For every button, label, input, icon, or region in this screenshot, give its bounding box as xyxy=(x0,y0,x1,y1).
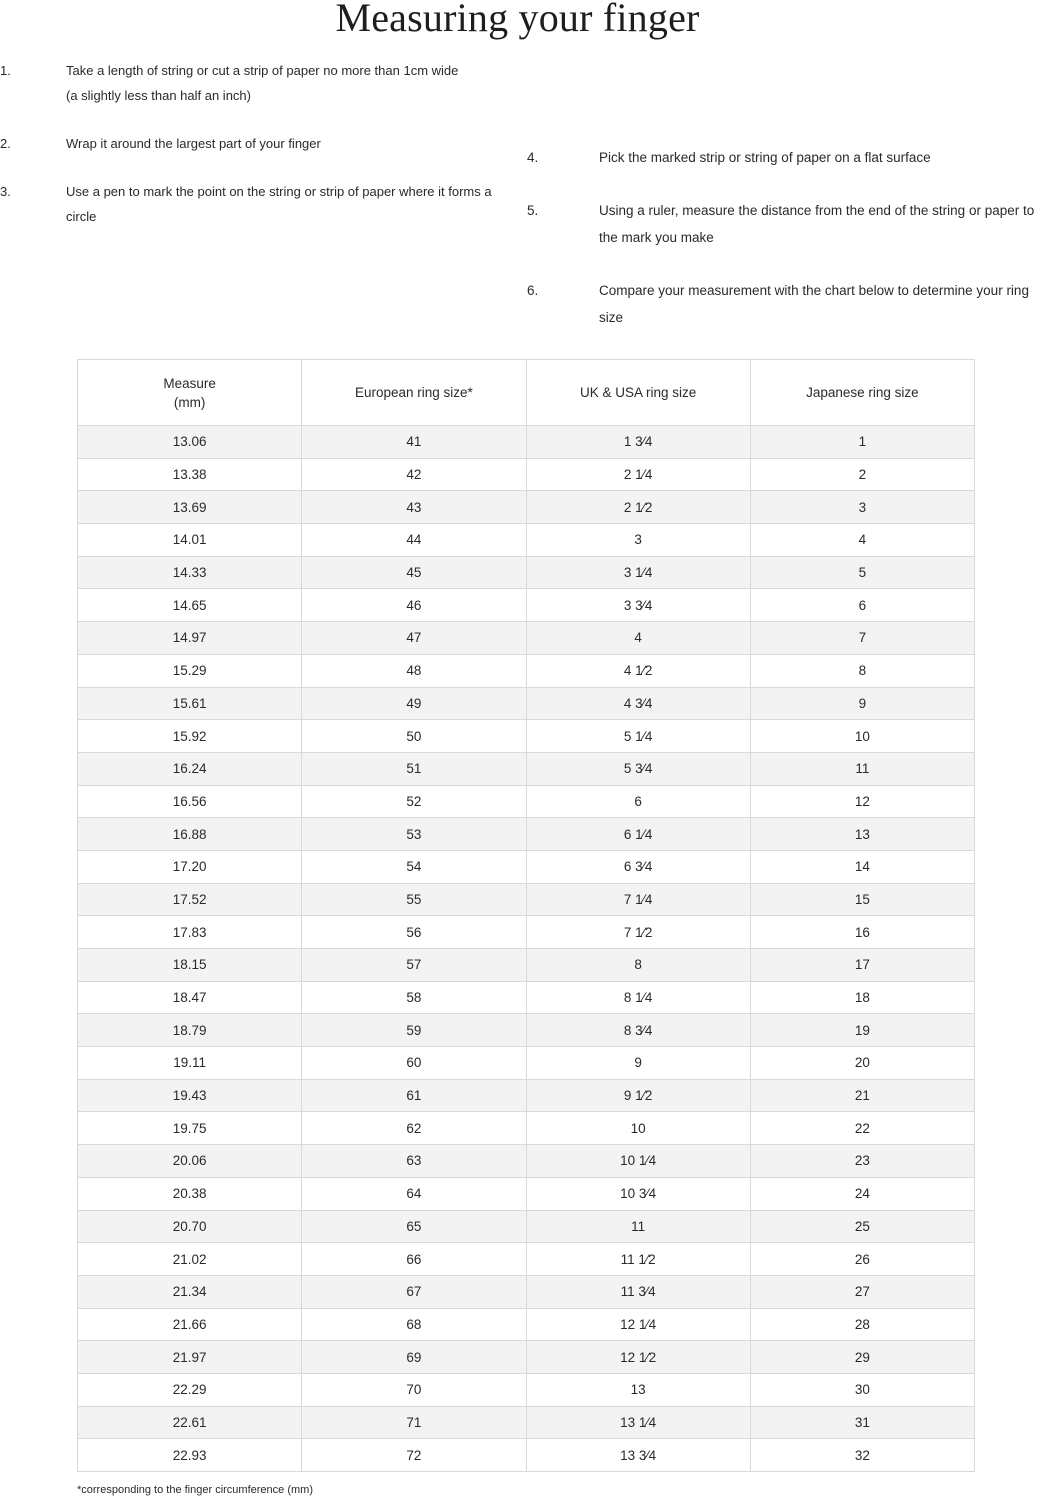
cell-japanese: 31 xyxy=(750,1406,974,1439)
table-row xyxy=(78,883,975,916)
step-text xyxy=(66,131,506,156)
cell-uk-usa: 11 1⁄2 xyxy=(526,1243,750,1276)
ring-size-table xyxy=(77,359,975,1472)
cell-japanese: 4 xyxy=(750,524,974,557)
step-text xyxy=(599,278,1059,331)
cell-measure: 18.79 xyxy=(78,1014,302,1047)
step-number: 2. xyxy=(0,136,11,151)
cell-european: 42 xyxy=(302,458,526,491)
table-row xyxy=(78,1145,975,1178)
cell-european: 66 xyxy=(302,1243,526,1276)
step-line: Compare your measurement with the chart below to determine your ring xyxy=(599,283,1029,298)
cell-european: 67 xyxy=(302,1275,526,1308)
table-row xyxy=(78,687,975,720)
table-row xyxy=(78,1210,975,1243)
cell-japanese: 25 xyxy=(750,1210,974,1243)
cell-uk-usa: 10 1⁄4 xyxy=(526,1145,750,1178)
cell-japanese: 30 xyxy=(750,1373,974,1406)
cell-measure: 19.75 xyxy=(78,1112,302,1145)
cell-uk-usa: 12 1⁄4 xyxy=(526,1308,750,1341)
table-row xyxy=(78,1308,975,1341)
cell-european: 70 xyxy=(302,1373,526,1406)
cell-measure: 14.33 xyxy=(78,556,302,589)
cell-measure: 22.93 xyxy=(78,1439,302,1472)
footnote: *corresponding to the finger circumference (mm) xyxy=(77,1484,313,1496)
cell-measure: 17.52 xyxy=(78,883,302,916)
cell-japanese: 12 xyxy=(750,785,974,818)
cell-european: 69 xyxy=(302,1341,526,1374)
cell-measure: 22.29 xyxy=(78,1373,302,1406)
cell-japanese: 21 xyxy=(750,1079,974,1112)
step-line: the mark you make xyxy=(599,229,714,245)
cell-uk-usa: 8 1⁄4 xyxy=(526,981,750,1014)
cell-measure: 15.29 xyxy=(78,654,302,687)
cell-european: 62 xyxy=(302,1112,526,1145)
table-row xyxy=(78,916,975,949)
table-row xyxy=(78,491,975,524)
table-row xyxy=(78,850,975,883)
step-line: Use a pen to mark the point on the string or strip of paper where it forms a xyxy=(66,184,492,199)
cell-european: 50 xyxy=(302,720,526,753)
cell-european: 54 xyxy=(302,850,526,883)
step-number: 1. xyxy=(0,63,11,78)
cell-european: 59 xyxy=(302,1014,526,1047)
table-row xyxy=(78,1406,975,1439)
cell-uk-usa: 8 xyxy=(526,949,750,982)
header-line: (mm) xyxy=(173,394,206,410)
cell-japanese: 15 xyxy=(750,883,974,916)
cell-japanese: 26 xyxy=(750,1243,974,1276)
cell-japanese: 1 xyxy=(750,426,974,459)
cell-european: 68 xyxy=(302,1308,526,1341)
step-number: 6. xyxy=(527,283,539,298)
table-row xyxy=(78,556,975,589)
table-row xyxy=(78,1177,975,1210)
table-row xyxy=(78,458,975,491)
cell-japanese: 11 xyxy=(750,752,974,785)
cell-measure: 18.15 xyxy=(78,949,302,982)
cell-measure: 20.70 xyxy=(78,1210,302,1243)
cell-european: 71 xyxy=(302,1406,526,1439)
table-body xyxy=(78,426,975,1472)
table-row xyxy=(78,818,975,851)
cell-uk-usa: 3 1⁄4 xyxy=(526,556,750,589)
step-number: 3. xyxy=(0,184,11,199)
header-measure xyxy=(78,360,302,426)
cell-measure: 17.20 xyxy=(78,850,302,883)
cell-japanese: 18 xyxy=(750,981,974,1014)
cell-measure: 14.97 xyxy=(78,622,302,655)
cell-measure: 13.69 xyxy=(78,491,302,524)
cell-japanese: 22 xyxy=(750,1112,974,1145)
cell-european: 63 xyxy=(302,1145,526,1178)
table-row xyxy=(78,1275,975,1308)
header-japanese: Japanese ring size xyxy=(750,360,974,426)
step-number: 4. xyxy=(527,150,539,165)
step-text xyxy=(599,198,1059,251)
table-row xyxy=(78,426,975,459)
cell-japanese: 9 xyxy=(750,687,974,720)
cell-japanese: 24 xyxy=(750,1177,974,1210)
cell-japanese: 17 xyxy=(750,949,974,982)
step-text xyxy=(599,145,1059,172)
cell-european: 51 xyxy=(302,752,526,785)
cell-uk-usa: 10 xyxy=(526,1112,750,1145)
cell-japanese: 19 xyxy=(750,1014,974,1047)
cell-uk-usa: 12 1⁄2 xyxy=(526,1341,750,1374)
cell-uk-usa: 4 1⁄2 xyxy=(526,654,750,687)
table-row xyxy=(78,1014,975,1047)
cell-uk-usa: 13 xyxy=(526,1373,750,1406)
cell-european: 48 xyxy=(302,654,526,687)
cell-uk-usa: 11 xyxy=(526,1210,750,1243)
cell-european: 43 xyxy=(302,491,526,524)
cell-japanese: 32 xyxy=(750,1439,974,1472)
cell-european: 45 xyxy=(302,556,526,589)
cell-european: 44 xyxy=(302,524,526,557)
cell-european: 57 xyxy=(302,949,526,982)
cell-uk-usa: 13 3⁄4 xyxy=(526,1439,750,1472)
cell-uk-usa: 9 1⁄2 xyxy=(526,1079,750,1112)
table-row xyxy=(78,1047,975,1080)
cell-japanese: 7 xyxy=(750,622,974,655)
step-line: (a slightly less than half an inch) xyxy=(66,88,251,103)
cell-european: 64 xyxy=(302,1177,526,1210)
cell-measure: 21.66 xyxy=(78,1308,302,1341)
cell-japanese: 27 xyxy=(750,1275,974,1308)
header-uk-usa: UK & USA ring size xyxy=(526,360,750,426)
step-line: Pick the marked strip or string of paper on a flat surface xyxy=(599,150,931,165)
cell-european: 65 xyxy=(302,1210,526,1243)
cell-japanese: 5 xyxy=(750,556,974,589)
cell-european: 56 xyxy=(302,916,526,949)
cell-measure: 15.92 xyxy=(78,720,302,753)
page-title: Measuring your finger xyxy=(335,0,700,40)
cell-european: 55 xyxy=(302,883,526,916)
table-row xyxy=(78,654,975,687)
cell-japanese: 13 xyxy=(750,818,974,851)
cell-uk-usa: 10 3⁄4 xyxy=(526,1177,750,1210)
step-line: Using a ruler, measure the distance from the end of the string or paper to xyxy=(599,203,1035,218)
table-row xyxy=(78,949,975,982)
cell-japanese: 23 xyxy=(750,1145,974,1178)
cell-uk-usa: 4 3⁄4 xyxy=(526,687,750,720)
table-header-row xyxy=(78,360,975,426)
step-line: Take a length of string or cut a strip of paper no more than 1cm wide xyxy=(66,63,459,78)
cell-measure: 16.88 xyxy=(78,818,302,851)
cell-uk-usa: 7 1⁄2 xyxy=(526,916,750,949)
cell-uk-usa: 8 3⁄4 xyxy=(526,1014,750,1047)
cell-measure: 13.38 xyxy=(78,458,302,491)
cell-uk-usa: 5 3⁄4 xyxy=(526,752,750,785)
header-line: Measure xyxy=(163,375,216,391)
cell-measure: 21.34 xyxy=(78,1275,302,1308)
table-row xyxy=(78,524,975,557)
cell-measure: 13.06 xyxy=(78,426,302,459)
step-line: circle xyxy=(66,209,97,224)
cell-uk-usa: 6 xyxy=(526,785,750,818)
cell-japanese: 10 xyxy=(750,720,974,753)
table-row xyxy=(78,720,975,753)
step-line: size xyxy=(599,309,624,325)
cell-uk-usa: 7 1⁄4 xyxy=(526,883,750,916)
cell-uk-usa: 2 1⁄4 xyxy=(526,458,750,491)
table-row xyxy=(78,752,975,785)
cell-measure: 17.83 xyxy=(78,916,302,949)
step-text xyxy=(66,58,506,108)
cell-uk-usa: 4 xyxy=(526,622,750,655)
cell-measure: 19.43 xyxy=(78,1079,302,1112)
cell-measure: 14.65 xyxy=(78,589,302,622)
cell-european: 52 xyxy=(302,785,526,818)
step-text xyxy=(66,179,506,229)
table-row xyxy=(78,622,975,655)
cell-japanese: 16 xyxy=(750,916,974,949)
table-row xyxy=(78,981,975,1014)
cell-uk-usa: 1 3⁄4 xyxy=(526,426,750,459)
cell-european: 60 xyxy=(302,1047,526,1080)
cell-japanese: 20 xyxy=(750,1047,974,1080)
cell-japanese: 2 xyxy=(750,458,974,491)
cell-uk-usa: 2 1⁄2 xyxy=(526,491,750,524)
cell-european: 41 xyxy=(302,426,526,459)
cell-measure: 16.56 xyxy=(78,785,302,818)
cell-uk-usa: 11 3⁄4 xyxy=(526,1275,750,1308)
table-row xyxy=(78,785,975,818)
table-row xyxy=(78,1341,975,1374)
cell-measure: 22.61 xyxy=(78,1406,302,1439)
cell-uk-usa: 6 1⁄4 xyxy=(526,818,750,851)
cell-european: 72 xyxy=(302,1439,526,1472)
table-row xyxy=(78,1439,975,1472)
cell-measure: 21.97 xyxy=(78,1341,302,1374)
cell-measure: 14.01 xyxy=(78,524,302,557)
cell-european: 47 xyxy=(302,622,526,655)
cell-european: 53 xyxy=(302,818,526,851)
cell-measure: 20.38 xyxy=(78,1177,302,1210)
cell-measure: 16.24 xyxy=(78,752,302,785)
table-row xyxy=(78,1112,975,1145)
header-european: European ring size* xyxy=(302,360,526,426)
table-row xyxy=(78,1243,975,1276)
cell-measure: 15.61 xyxy=(78,687,302,720)
step-line: Wrap it around the largest part of your finger xyxy=(66,136,321,151)
cell-uk-usa: 3 3⁄4 xyxy=(526,589,750,622)
cell-european: 46 xyxy=(302,589,526,622)
cell-japanese: 14 xyxy=(750,850,974,883)
cell-uk-usa: 3 xyxy=(526,524,750,557)
cell-measure: 20.06 xyxy=(78,1145,302,1178)
cell-japanese: 29 xyxy=(750,1341,974,1374)
step-number: 5. xyxy=(527,203,539,218)
table-row xyxy=(78,1373,975,1406)
cell-european: 61 xyxy=(302,1079,526,1112)
cell-measure: 18.47 xyxy=(78,981,302,1014)
cell-european: 58 xyxy=(302,981,526,1014)
cell-japanese: 28 xyxy=(750,1308,974,1341)
cell-japanese: 6 xyxy=(750,589,974,622)
table-row xyxy=(78,1079,975,1112)
cell-japanese: 8 xyxy=(750,654,974,687)
cell-measure: 21.02 xyxy=(78,1243,302,1276)
table-row xyxy=(78,589,975,622)
cell-uk-usa: 6 3⁄4 xyxy=(526,850,750,883)
cell-measure: 19.11 xyxy=(78,1047,302,1080)
cell-japanese: 3 xyxy=(750,491,974,524)
cell-european: 49 xyxy=(302,687,526,720)
cell-uk-usa: 5 1⁄4 xyxy=(526,720,750,753)
cell-uk-usa: 9 xyxy=(526,1047,750,1080)
cell-uk-usa: 13 1⁄4 xyxy=(526,1406,750,1439)
